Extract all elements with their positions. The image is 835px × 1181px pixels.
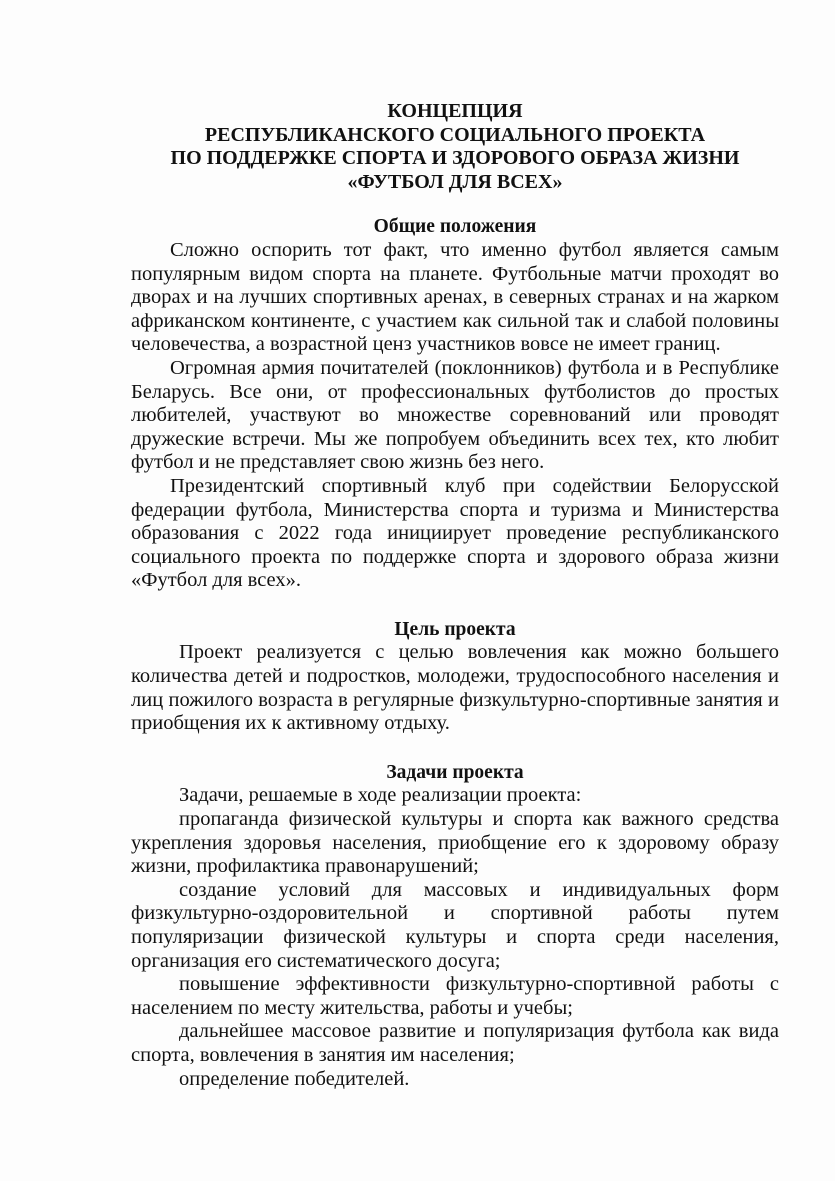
title-line-4: «ФУТБОЛ ДЛЯ ВСЕХ»	[347, 170, 563, 193]
task-item: дальнейшее массовое развитие и популяризация футбола как вида спорта, вовлечения в занятия им населения;	[131, 1020, 779, 1066]
title-line-2: РЕСПУБЛИКАНСКОГО СОЦИАЛЬНОГО ПРОЕКТА	[204, 123, 706, 146]
document-title	[131, 100, 779, 194]
title-line-3: ПО ПОДДЕРЖКЕ СПОРТА И ЗДОРОВОГО ОБРАЗА ЖИЗНИ	[170, 147, 740, 170]
section-heading-general: Общие положения	[373, 216, 537, 238]
task-item: создание условий для массовых и индивидуальных форм физкультурно-оздоровительной и спортивной работы путем популяризации физической культуры и спорта среди населения, организация его систематического досуга;	[131, 878, 779, 972]
general-paragraph-1: Сложно оспорить тот факт, что именно футбол является самым популярным видом спорта на планете. Футбольные матчи проходят во дворах и на лучших спортивных аренах, в северных странах и на жарком африканском континенте, с участием как сильной так и слабой половины человечества, а возрастной ценз участников вовсе не имеет границ.	[131, 238, 779, 356]
task-item: определение победителей.	[179, 1067, 410, 1090]
task-item: пропаганда физической культуры и спорта как важного средства укрепления здоровья населения, приобщение его к здоровому образу жизни, профилактика правонарушений;	[131, 808, 779, 878]
task-item: повышение эффективности физкультурно-спортивной работы с населением по месту жительства, работы и учебы;	[131, 973, 779, 1019]
section-heading-goal: Цель проекта	[394, 618, 516, 640]
title-line-1: КОНЦЕПЦИЯ	[387, 100, 523, 122]
general-paragraph-3: Президентский спортивный клуб при содействии Белорусской федерации футбола, Министерства спорта и туризма и Министерства образования с 2022 года инициирует проведение республиканского социального проекта по поддержке спорта и здорового образа жизни «Футбол для всех».	[131, 474, 779, 592]
general-paragraph-2: Огромная армия почитателей (поклонников) футбола и в Республике Беларусь. Все они, от профессиональных футболистов до простых любителей, участвуют во множестве соревнований или проводят дружеские встречи. Мы же попробуем объединить всех тех, кто любит футбол и не представляет свою жизнь без него.	[131, 356, 779, 474]
tasks-intro: Задачи, решаемые в ходе реализации проекта:	[179, 784, 582, 807]
section-heading-tasks: Задачи проекта	[386, 761, 524, 783]
goal-paragraph: Проект реализуется с целью вовлечения как можно большего количества детей и подростков, молодежи, трудоспособного населения и лиц пожилого возраста в регулярные физкультурно-спортивные занятия и приобщения их к активному отдыху.	[131, 641, 779, 735]
